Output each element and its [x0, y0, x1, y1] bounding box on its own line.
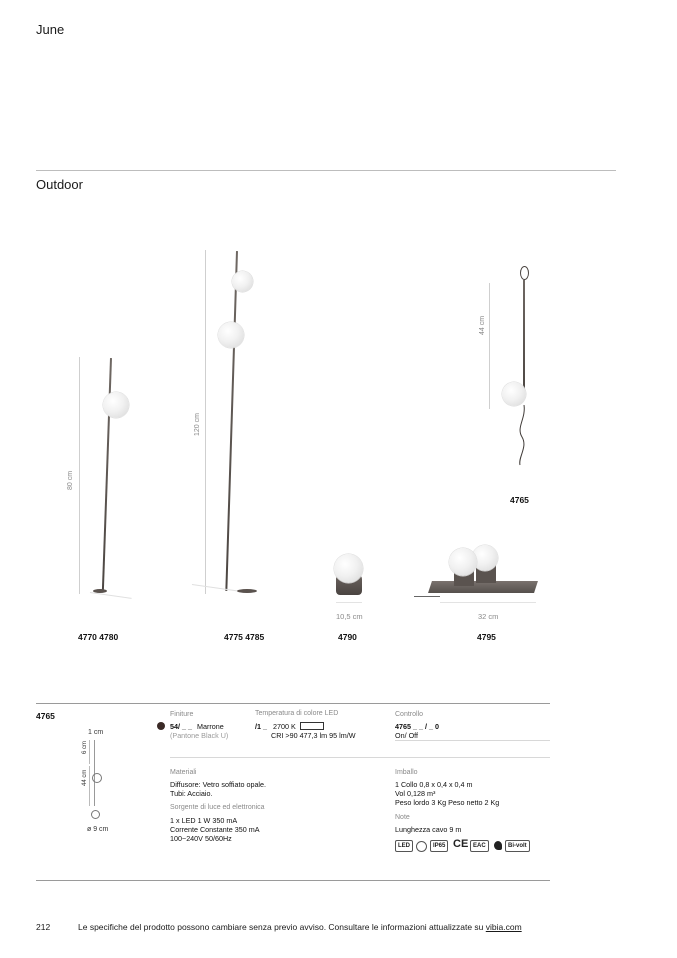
- product-code-4795: 4795: [477, 632, 496, 642]
- sorgente-line3: 100~240V 50/60Hz: [170, 834, 232, 843]
- page-number: 212: [36, 922, 51, 932]
- lamp-globe-front: [449, 548, 477, 576]
- hanging-hook: [520, 266, 529, 280]
- vibia-link[interactable]: vibia.com: [485, 922, 522, 932]
- lamp-shadow: [90, 592, 132, 599]
- width-dimension-label: 10,5 cm: [336, 612, 363, 621]
- drawing-mid-dim: 6 cm: [82, 740, 88, 754]
- height-dimension-line: [79, 357, 80, 594]
- product-code-4765: 4765: [510, 495, 529, 505]
- height-dimension-label: 120 cm: [194, 413, 201, 436]
- materiali-label: Materiali: [170, 769, 197, 776]
- top-divider: [36, 170, 616, 171]
- lamp-globe: [103, 392, 129, 418]
- drawing-dim-line: [89, 766, 90, 806]
- controllo-type: On/ Off: [395, 731, 419, 740]
- height-dimension-line: [489, 283, 490, 409]
- note-label: Note: [395, 814, 410, 821]
- product-codes-4775-4785: 4775 4785: [224, 632, 265, 642]
- lamp-cable: [414, 596, 440, 597]
- enec-icon: [494, 841, 502, 850]
- sorgente-line1: 1 x LED 1 W 350 mA: [170, 816, 238, 825]
- spec-mid-divider-right: [395, 740, 550, 741]
- drawing-top-dim: 1 cm: [88, 729, 104, 736]
- drawing-top-view: [91, 810, 100, 819]
- width-dimension-line: [336, 602, 362, 603]
- temperatura-value: 2700 K: [273, 722, 296, 731]
- temperatura-line2: CRI >90 477,3 lm 95 lm/W: [271, 731, 356, 740]
- imballo-label: Imballo: [395, 769, 418, 776]
- ip65-badge: IP65: [430, 840, 448, 852]
- controllo-code: 4765 _ _ / _ 0: [395, 722, 439, 731]
- brand-title: June: [36, 22, 65, 37]
- section-title: Outdoor: [36, 177, 83, 192]
- sorgente-line2: Corrente Constante 350 mA: [170, 825, 260, 834]
- imballo-line3: Peso lordo 3 Kg Peso netto 2 Kg: [395, 798, 500, 807]
- eac-badge: EAC: [470, 840, 489, 852]
- temperatura-label: Temperatura di colore LED: [255, 710, 339, 717]
- note-line1: Lunghezza cavo 9 m: [395, 825, 462, 834]
- temperatura-code: /1 _: [255, 722, 267, 731]
- lamp-cable: [514, 405, 528, 467]
- lamp-base: [93, 589, 107, 593]
- led-badge: LED: [395, 840, 413, 852]
- imballo-line1: 1 Collo 0,8 x 0,4 x 0,4 m: [395, 780, 473, 789]
- ce-mark: CE: [453, 838, 469, 850]
- height-dimension-label: 80 cm: [67, 470, 74, 490]
- lamp-pole: [225, 251, 238, 591]
- height-dimension-label: 44 cm: [479, 315, 486, 335]
- drawing-globe: [92, 773, 102, 783]
- imballo-line2: Vol 0,128 m³: [395, 789, 436, 798]
- dimmer-icon: [300, 722, 324, 730]
- finiture-label: Finiture: [170, 711, 194, 718]
- materiali-line1: Diffusore: Vetro soffiato opale.: [170, 780, 267, 789]
- height-dimension-line: [205, 250, 206, 594]
- lamp-globe-lower: [218, 322, 244, 348]
- width-dimension-label: 32 cm: [478, 612, 499, 621]
- controllo-label: Controllo: [395, 711, 424, 718]
- materiali-line2: Tubi: Acciaio.: [170, 789, 213, 798]
- drawing-height-dim: 44 cm: [82, 769, 88, 786]
- spec-bottom-divider: [36, 880, 550, 881]
- finish-swatch: [157, 722, 165, 730]
- spec-product-code: 4765: [36, 711, 55, 721]
- finish-code: 54/ _ _: [170, 722, 192, 731]
- lamp-globe: [334, 554, 363, 583]
- product-codes-4770-4780: 4770 4780: [78, 632, 119, 642]
- sorgente-label: Sorgente di luce ed elettronica: [170, 804, 265, 811]
- footer-disclaimer: [78, 922, 522, 932]
- finish-name: Marrone: [196, 722, 224, 731]
- width-dimension-line: [440, 602, 536, 603]
- lamp-globe-upper: [232, 271, 253, 292]
- lamp-globe: [502, 382, 526, 406]
- bivolt-badge: Bi-volt: [505, 840, 530, 852]
- disclaimer-text: Le specifiche del prodotto possono cambiare senza previo avviso. Consultare le informazioni attualizzate su: [78, 922, 484, 932]
- finish-pantone: (Pantone Black U): [170, 731, 229, 740]
- spec-top-divider: [36, 703, 550, 704]
- drawing-dim-line: [89, 740, 90, 764]
- lamp-base: [237, 589, 257, 593]
- drawing-diameter: ø 9 cm: [87, 826, 109, 833]
- product-code-4790: 4790: [338, 632, 357, 642]
- spec-mid-divider-left: [170, 757, 550, 758]
- lamp-rod: [523, 280, 525, 395]
- class-icon: [416, 841, 427, 852]
